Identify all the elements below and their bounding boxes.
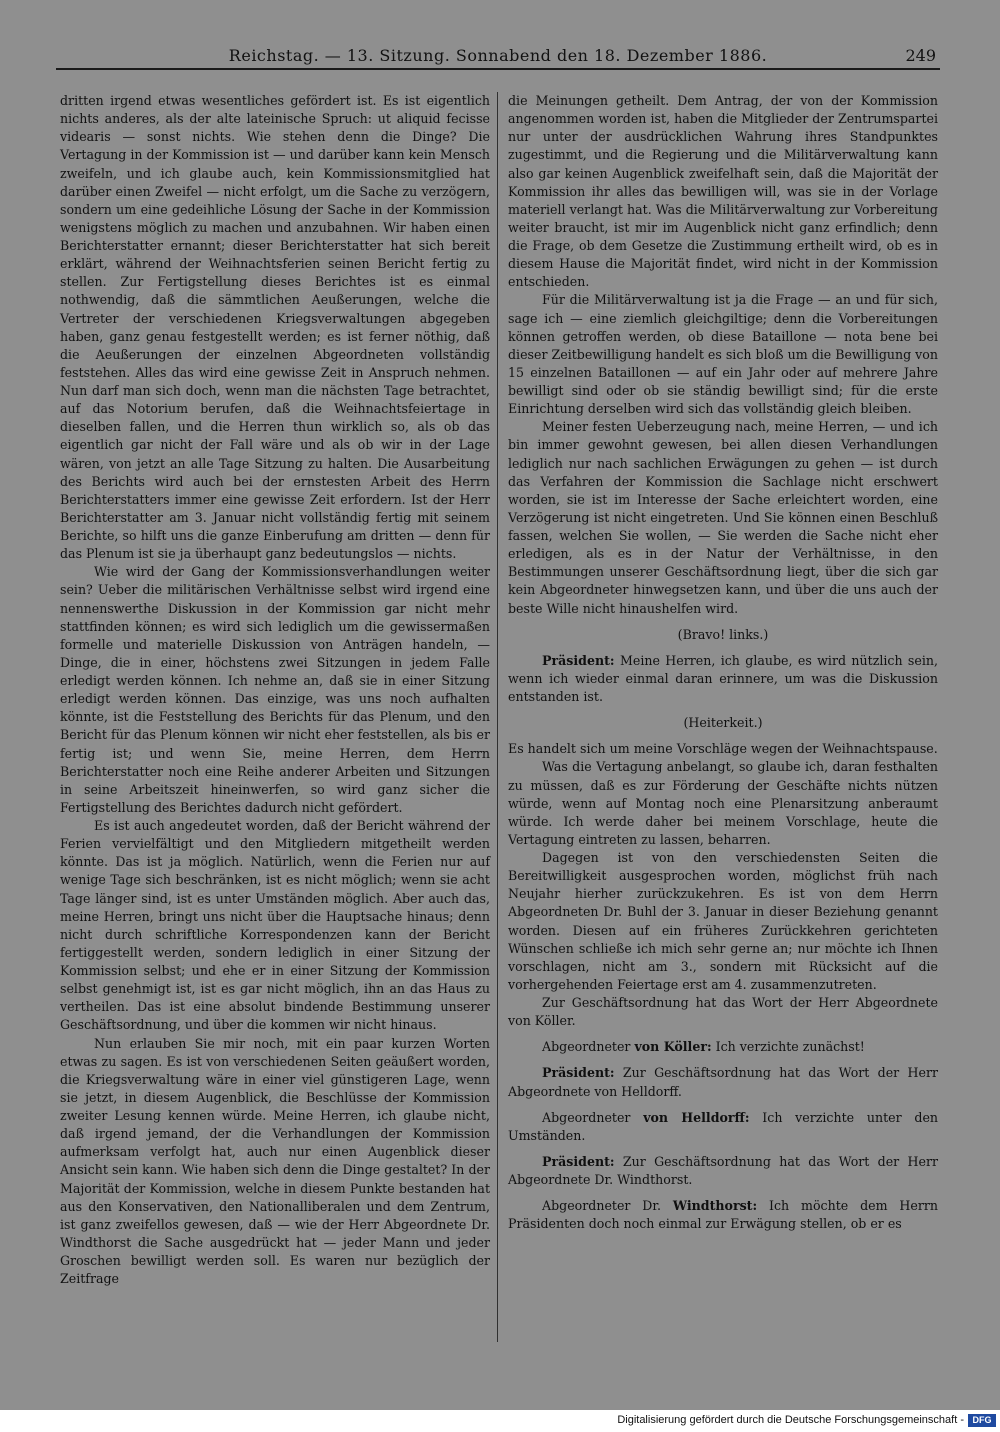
body-paragraph: Zur Geschäftsordnung hat das Wort der Herr Abgeordnete von Köller. <box>508 995 938 1029</box>
speaker-paragraph <box>508 1064 938 1100</box>
speaker-name: von Helldorff: <box>643 1109 750 1125</box>
speaker-prefix: Abgeordneter Dr. <box>542 1198 673 1214</box>
speech-text: Ich möchte dem Herrn Präsidenten doch noch einmal zur Erwägung stellen, ob er es <box>508 1198 938 1232</box>
speaker-name: Präsident: <box>542 652 615 668</box>
body-paragraph: Für die Militärverwaltung ist ja die Frage — an und für sich, sage ich — eine ziemlich gleichgiltige; denn die Vorbereitungen können getroffen werden, ob diese Bataillone — nota bene bei dieser Zeitbewilligung handelt es sich bloß um die Bewilligung von 15 einzelnen Bataillonen — auf ein Jahr oder auf mehrere Jahre bewilligt sind oder ob sie ständig bewilligt sind; für die erste Einrichtung derselben wird sich das vollständig gleich bleiben. <box>508 292 938 417</box>
speaker-paragraph <box>508 1153 938 1189</box>
body-paragraph: Meiner festen Ueberzeugung nach, meine Herren, — und ich bin immer gewohnt gewesen, bei allen diesen Verhandlungen lediglich nur nach sachlichen Erwägungen zu gehen — ist durch das Verfahren der Kommission die Sachlage nicht erschwert worden, sie ist im Interesse der Sache erleichtert worden, eine Verzögerung ist nicht eingetreten. Und Sie können einen Beschluß fassen, welchen Sie wollen, — Sie werden die Sache nicht eher erledigen, als es in der Natur der Verhältnisse, in den Bestimmungen unserer Geschäftsordnung liegt, über die sich gar kein Abgeordneter hinwegsetzen kann, und über die uns auch der beste Wille nicht hinaushelfen wird. <box>508 419 938 616</box>
body-paragraph: die Meinungen getheilt. Dem Antrag, der von der Kommission angenommen worden ist, haben die Mitglieder der Zentrumspartei nur unter der ausdrücklichen Wahrung ihres Standpunktes zugestimmt, und die Regierung und die Militärverwaltung kann also gar keinen Augenblick zweifelhaft sein, daß die Majorität der Kommission ihr alles das bewilligen will, was sie in der Vorlage materiell verlangt hat. Was die Militärverwaltung zur Vorbereitung weiter braucht, ist mir im Augenblick nicht ganz erfindlich; denn die Frage, ob dem Gesetze die Zustimmung ertheilt wird, ob es in diesem Hause die Majorität findet, wird nicht in der Kommission entschieden. <box>508 93 938 290</box>
footer-credit: Digitalisierung gefördert durch die Deutsche Forschungsgemeinschaft - <box>617 1414 964 1426</box>
running-header <box>56 46 940 70</box>
body-paragraph: dritten irgend etwas wesentliches gefördert ist. Es ist eigentlich nichts anderes, als der alte lateinische Spruch: ut aliquid fecisse videaris — sonst nichts. Wie stehen denn die Dinge? Die Vertagung in der Kommission ist — und darüber kann kein Mensch zweifeln, und ich glaube auch, kein Kommissionsmitglied hat darüber einen Zweifel — nicht erfolgt, um die Sache zu verzögern, sondern um eine gedeihliche Lösung der Sache in der Kommission wenigstens möglich zu machen und anzubahnen. Wir haben einen Berichterstatter ernannt; dieser Berichterstatter hat sich bereit erklärt, während der Weihnachtsferien seinen Bericht fertig zu stellen. Zur Fertigstellung dieses Berichtes ist es einmal nothwendig, daß die sämmtlichen Aeußerungen, welche die Vertreter der verschiedenen Kriegsverwaltungen abgegeben haben, ganz genau festgestellt werden; es ist ferner nöthig, daß die Aeußerungen der einzelnen Abgeordneten vollständig feststehen. Alles das wird eine gewisse Zeit in Anspruch nehmen. Nun darf man sich doch, wenn man die nächsten Tage betrachtet, auf das Notorium berufen, daß die Weihnachtsfeiertage in dieselben fallen, und die Herren thun wirklich so, als ob das eigentlich gar nicht der Fall wäre und als ob wir in der Lage wären, von jetzt an alle Tage Sitzung zu halten. Die Ausarbeitung des Berichts wird auch bei der ernstesten Arbeit des Herrn Berichterstatters immer eine gewisse Zeit erfordern. Ist der Herr Berichterstatter am 3. Januar nicht vollständig fertig mit seinem Berichte, so hilft uns die ganze Einberufung am dritten — denn für das Plenum ist sie ja überhaupt ganz bedeutungslos — nichts. <box>60 93 490 562</box>
body-paragraph: Dagegen ist von den verschiedensten Seiten die Bereitwilligkeit ausgesprochen worden, möglichst früh nach Neujahr hierher zurückzukehren. Es ist von dem Herrn Abgeordneten Dr. Buhl der 3. Januar in dieser Beziehung genannt worden. Diesen auf ein früheres Zurückkehren gerichteten Wünschen schließe ich mich sehr gerne an; nur möchte ich Ihnen vorschlagen, nicht am 3., sondern mit Rücksicht auf die vorhergehenden Feiertage erst am 4. zusammenzutreten. <box>508 850 938 992</box>
speaker-name: Präsident: <box>542 1065 615 1081</box>
body-paragraph: Es ist auch angedeutet worden, daß der Bericht während der Ferien vervielfältigt und den Mitgliedern mitgetheilt werden könnte. Das ist ja möglich. Natürlich, wenn die Ferien nur auf wenige Tage sich beschränken, ist es nicht möglich; wenn sie acht Tage länger sind, ist es unter Umständen möglich. Aber auch das, meine Herren, bringt uns nicht über die Hauptsache hinaus; denn nicht durch schriftliche Korrespondenzen kann der Bericht fertiggestellt werden, sondern lediglich in einer Sitzung der Kommission selbst; und ehe er in einer Sitzung der Kommission selbst genehmigt ist, ist es gar nicht möglich, ihn an das Haus zu vertheilen. Das ist eine absolut bindende Bestimmung unserer Geschäftsordnung, und über die kommen wir nicht hinaus. <box>60 818 490 1033</box>
body-paragraph: Wie wird der Gang der Kommissionsverhandlungen weiter sein? Ueber die militärischen Verhältnisse selbst wird irgend eine nennenswerthe Diskussion in der Kommission gar nicht mehr stattfinden können; es wird sich lediglich um die gewissermaßen formelle und materielle Diskussion von Anträgen handeln, — Dinge, die in einer, höchstens zwei Sitzungen in jedem Falle erledigt werden können. Ich nehme an, daß sie in einer Sitzung erledigt werden können. Das einzige, was uns noch aufhalten könnte, ist die Feststellung des Berichts für das Plenum, und den Bericht für das Plenum können wir nicht eher feststellen, als bis er fertig ist; und wenn Sie, meine Herren, dem Herrn Berichterstatter noch eine Reihe anderer Arbeiten und Sitzungen in seine Arbeitszeit hineinwerfen, so wird ganz sicher die Fertigstellung des Berichtes dadurch nicht gefördert. <box>60 564 490 815</box>
column-divider <box>497 92 498 1342</box>
speaker-paragraph <box>508 1109 938 1145</box>
body-paragraph: Was die Vertagung anbelangt, so glaube ich, daran festhalten zu müssen, daß es zur Förderung der Geschäfte nichts nützen würde, wenn auf Montag noch eine Plenarsitzung anberaumt würde. Ich werde daher bei meinem Vorschlage, heute die Vertagung eintreten zu lassen, beharren. <box>508 759 938 847</box>
speech-text: Ich verzichte zunächst! <box>711 1039 865 1055</box>
body-paragraph: Es handelt sich um meine Vorschläge wegen der Weihnachtspause. <box>508 741 938 757</box>
left-column <box>60 92 490 1288</box>
speaker-name: Präsident: <box>542 1153 615 1169</box>
speech-text: Zur Geschäftsordnung hat das Wort der Herr Abgeordnete von Helldorff. <box>508 1065 938 1099</box>
body-paragraph: Nun erlauben Sie mir noch, mit ein paar kurzen Worten etwas zu sagen. Es ist von verschiedenen Seiten geäußert worden, die Kriegsverwaltung wäre in einer viel günstigeren Lage, wenn sie jetzt, in diesem Augenblick, die Beschlüsse der Kommission zweiter Lesung kennen würde. Meine Herren, ich glaube nicht, daß irgend jemand, der die Verhandlungen der Kommission aufmerksam verfolgt hat, auch nur einen Augenblick dieser Ansicht sein kann. Wie haben sich denn die Dinge gestaltet? In der Majorität der Kommission, welche in diesem Punkte bestanden hat aus den Konservativen, den Nationalliberalen und dem Zentrum, ist ganz zweifellos gewesen, daß — wie der Herr Abgeordnete Dr. Windthorst die Sache ausgedrückt hat — jeder Mann und jeder Groschen bewilligt werden soll. Es waren nur bezüglich der Zeitfrage <box>60 1035 490 1287</box>
speech-text: Ich verzichte unter den Umständen. <box>508 1109 939 1143</box>
speaker-paragraph <box>508 1038 938 1056</box>
stage-direction: (Heiterkeit.) <box>683 715 763 731</box>
speech-text: Meine Herren, ich glaube, es wird nützlich sein, wenn ich wieder einmal daran erinnere, um was die Diskussion entstanden ist. <box>508 652 938 704</box>
speaker-paragraph <box>508 652 938 706</box>
speaker-paragraph <box>508 1197 938 1233</box>
right-column <box>508 92 938 1233</box>
stage-direction: (Bravo! links.) <box>677 626 769 642</box>
speech-text: Zur Geschäftsordnung hat das Wort der Herr Abgeordnete Dr. Windthorst. <box>508 1153 938 1187</box>
dfg-logo: DFG <box>968 1414 996 1427</box>
footer-bar <box>0 1410 1000 1432</box>
page-number: 249 <box>905 46 936 65</box>
speaker-prefix: Abgeordneter <box>542 1039 635 1055</box>
header-title: Reichstag. — 13. Sitzung. Sonnabend den 18. Dezember 1886. <box>228 46 768 65</box>
speaker-name: Windthorst: <box>672 1198 758 1214</box>
speaker-prefix: Abgeordneter <box>542 1109 644 1125</box>
speaker-name: von Köller: <box>634 1039 712 1055</box>
